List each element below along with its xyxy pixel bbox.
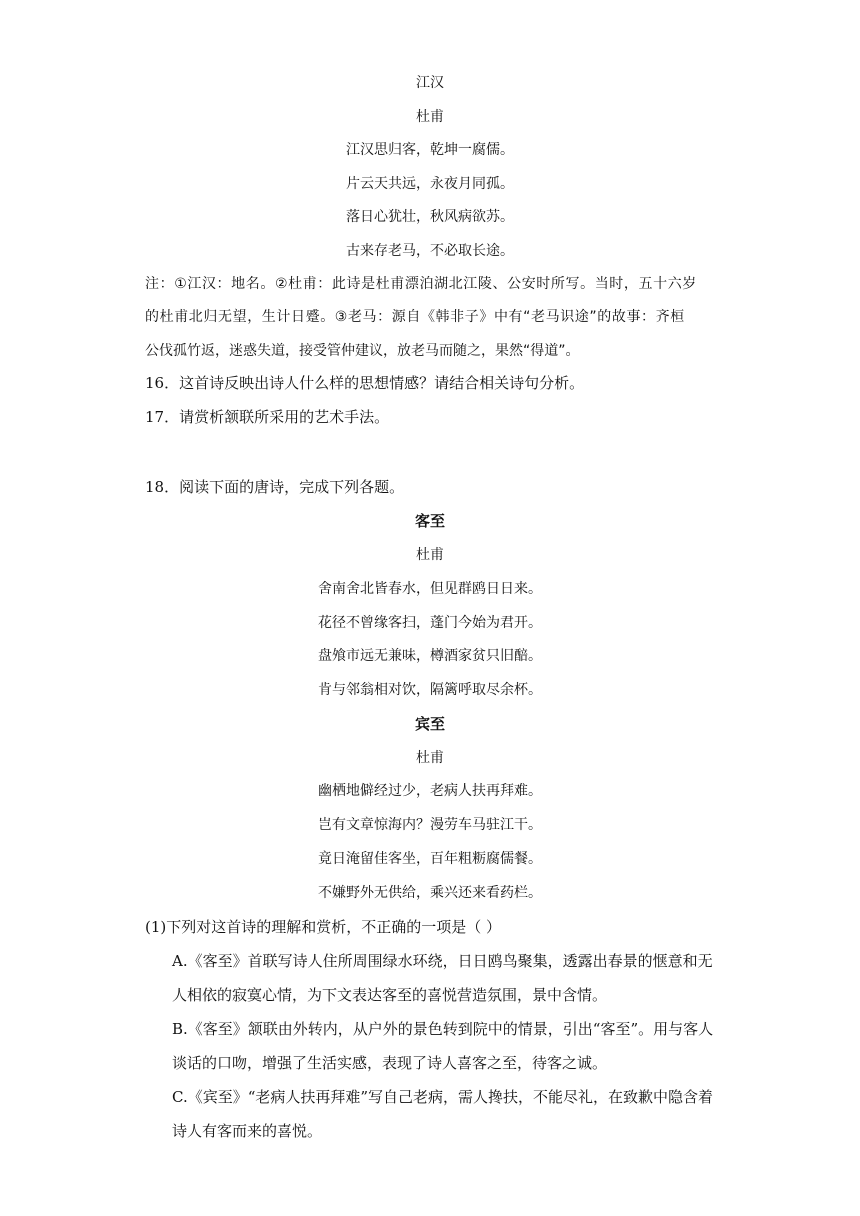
poem3-title: 宾至 bbox=[414, 715, 445, 733]
note-line: 公伐孤竹返，迷惑失道，接受管仲建议，放老马而随之，果然“得道”。 bbox=[145, 343, 580, 359]
poem3-line: 岂有文章惊海内？漫劳车马驻江干。 bbox=[318, 817, 542, 833]
sub-question-1: (1)下列对这首诗的理解和赏析，不正确的一项是（ ） bbox=[145, 918, 502, 936]
option-c-line1: C.《宾至》“老病人扶再拜难”写自己老病，需人搀扶，不能尽礼，在致歉中隐含着 bbox=[172, 1088, 714, 1106]
poem2-line: 舍南舍北皆春水，但见群鸥日日来。 bbox=[318, 581, 542, 597]
poem3-author: 杜甫 bbox=[416, 750, 444, 766]
poem3-line: 幽栖地僻经过少，老病人扶再拜难。 bbox=[318, 783, 542, 799]
poem2-line: 花径不曾缘客扫，蓬门今始为君开。 bbox=[318, 615, 542, 631]
question-17: 17．请赏析颔联所采用的艺术手法。 bbox=[145, 408, 390, 426]
option-a-line1: A.《客至》首联写诗人住所周围绿水环绕，日日鸥鸟聚集，透露出春景的惬意和无 bbox=[172, 952, 713, 970]
poem1-author: 杜甫 bbox=[416, 109, 444, 125]
note-line: 注：①江汉：地名。②杜甫：此诗是杜甫漂泊湖北江陵、公安时所写。当时，五十六岁 bbox=[145, 276, 697, 292]
option-b-line2: 谈话的口吻，增强了生活实感，表现了诗人喜客之至，待客之诚。 bbox=[172, 1054, 608, 1072]
poem1-line: 江汉思归客，乾坤一腐儒。 bbox=[346, 142, 514, 158]
question-18: 18．阅读下面的唐诗，完成下列各题。 bbox=[145, 478, 405, 496]
poem2-line: 肯与邻翁相对饮，隔篱呼取尽余杯。 bbox=[318, 682, 542, 698]
question-16: 16．这首诗反映出诗人什么样的思想情感？请结合相关诗句分析。 bbox=[145, 374, 585, 392]
option-b-line1: B.《客至》颔联由外转内，从户外的景色转到院中的情景，引出“客至”。用与客人 bbox=[172, 1020, 714, 1038]
poem3-line: 不嫌野外无供给，乘兴还来看药栏。 bbox=[318, 885, 542, 901]
poem3-line: 竟日淹留佳客坐，百年粗粝腐儒餐。 bbox=[318, 851, 542, 867]
note-line: 的杜甫北归无望，生计日蹙。③老马：源自《韩非子》中有“老马识途”的故事：齐桓 bbox=[145, 309, 685, 325]
poem2-author: 杜甫 bbox=[416, 547, 444, 563]
option-c-line2: 诗人有客而来的喜悦。 bbox=[172, 1122, 323, 1140]
poem1-line: 古来存老马，不必取长途。 bbox=[346, 243, 514, 259]
poem2-title: 客至 bbox=[414, 512, 445, 530]
poem1-title: 江汉 bbox=[416, 75, 444, 91]
poem1-line: 片云天共远，永夜月同孤。 bbox=[346, 176, 514, 192]
option-a-line2: 人相依的寂寞心情，为下文表达客至的喜悦营造氛围，景中含情。 bbox=[172, 986, 608, 1004]
poem1-line: 落日心犹壮，秋风病欲苏。 bbox=[346, 209, 514, 225]
poem2-line: 盘飧市远无兼味，樽酒家贫只旧醅。 bbox=[318, 648, 542, 664]
